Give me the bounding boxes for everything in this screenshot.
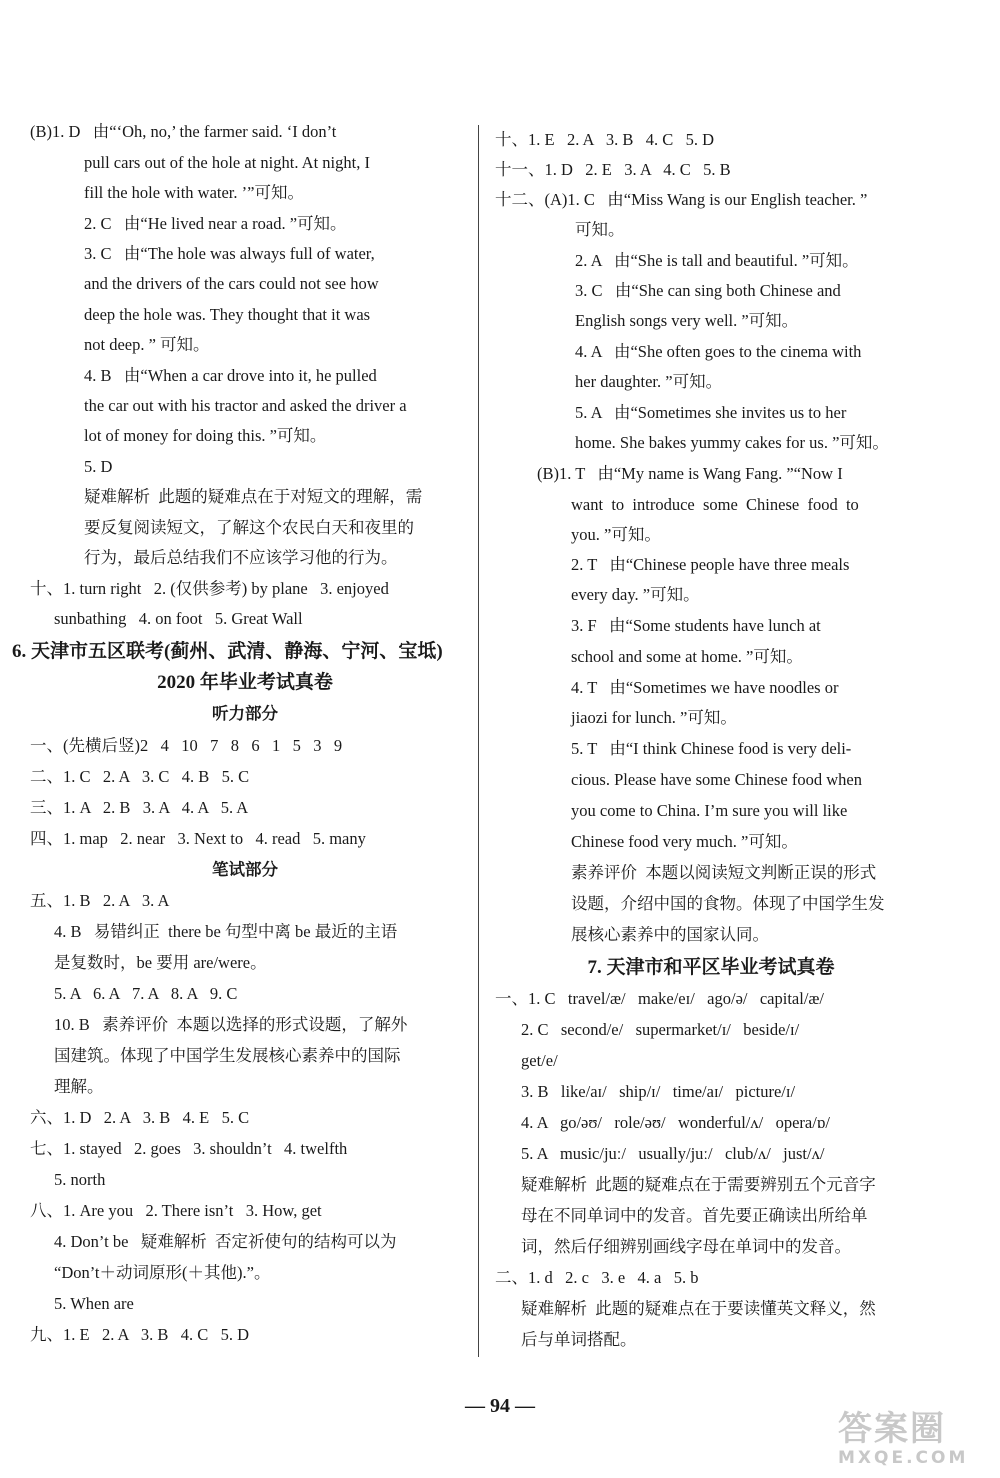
answer-line: want to introduce some Chinese food to [571, 495, 859, 514]
answer-line: 听力部分 [212, 704, 278, 723]
answer-line: 一、(先横后竖)2 4 10 7 8 6 1 5 3 9 [30, 736, 343, 755]
answer-line: and the drivers of the cars could not see how [84, 274, 379, 293]
answer-line: 是复数时，be 要用 are/were。 [54, 953, 267, 972]
watermark-top: 答案圈 [838, 1409, 946, 1449]
answer-line: 一、1. C travel/æ/ make/eɪ/ ago/ə/ capital/æ/ [495, 989, 825, 1008]
answer-line: “Don’t＋动词原形(＋其他).”。 [54, 1263, 271, 1282]
answer-line: 疑难解析 此题的疑难点在于要读懂英文释义，然 [521, 1299, 876, 1318]
answer-line: 5. north [54, 1170, 106, 1189]
answer-line: 后与单词搭配。 [521, 1330, 637, 1349]
answer-line: 十一、1. D 2. E 3. A 4. C 5. B [495, 160, 731, 179]
answer-line: Chinese food very much. ”可知。 [571, 832, 798, 851]
answer-line: 可知。 [575, 220, 625, 239]
answer-line: 2. C second/e/ supermarket/ɪ/ beside/ɪ/ [521, 1020, 800, 1039]
answer-line: (B)1. T 由“My name is Wang Fang. ”“Now I [537, 464, 843, 483]
answer-line: 4. T 由“Sometimes we have noodles or [571, 678, 839, 697]
answer-line: 5. D [84, 457, 113, 476]
answer-line: 2. C 由“He lived near a road. ”可知。 [84, 214, 347, 233]
answer-line: jiaozi for lunch. ”可知。 [571, 708, 737, 727]
answer-line: 5. When are [54, 1294, 134, 1313]
answer-line: 十、1. turn right 2. (仅供参考) by plane 3. enjoyed [30, 579, 389, 598]
answer-line: 七、1. stayed 2. goes 3. shouldn’t 4. twelfth [30, 1139, 348, 1158]
answer-line: home. She bakes yummy cakes for us. ”可知。 [575, 433, 889, 452]
answer-line: 八、1. Are you 2. There isn’t 3. How, get [30, 1201, 322, 1220]
page-number: — 94 — [465, 1395, 535, 1417]
answer-line: 疑难解析 此题的疑难点在于需要辨别五个元音字 [521, 1175, 876, 1194]
answer-line: 4. Don’t be 疑难解析 否定祈使句的结构可以为 [54, 1232, 397, 1251]
answer-line: you come to China. I’m sure you will like [571, 801, 848, 820]
answer-line: 词，然后仔细辨别画线字母在单词中的发音。 [521, 1237, 851, 1256]
answer-line: every day. ”可知。 [571, 585, 700, 604]
answer-line: school and some at home. ”可知。 [571, 647, 803, 666]
answer-line: 十二、(A)1. C 由“Miss Wang is our English teacher. ” [495, 190, 868, 209]
answer-line: 6. 天津市五区联考(蓟州、武清、静海、宁河、宝坻) [12, 641, 443, 662]
answer-line: 六、1. D 2. A 3. B 4. E 5. C [30, 1108, 250, 1127]
answer-line: not deep. ” 可知。 [84, 335, 210, 354]
answer-line: 3. F 由“Some students have lunch at [571, 616, 821, 635]
answer-line: 10. B 素养评价 本题以选择的形式设题，了解外 [54, 1015, 408, 1034]
answer-line: 二、1. C 2. A 3. C 4. B 5. C [30, 767, 250, 786]
answer-line: sunbathing 4. on foot 5. Great Wall [54, 609, 303, 628]
answer-line: 4. A go/əʊ/ role/əʊ/ wonderful/ʌ/ opera/ɒ/ [521, 1113, 831, 1132]
answer-line: fill the hole with water. ’”可知。 [84, 183, 304, 202]
answer-line: 理解。 [54, 1077, 104, 1096]
answer-line: 行为，最后总结我们不应该学习他的行为。 [84, 548, 398, 567]
answer-line: 五、1. B 2. A 3. A [30, 891, 170, 910]
answer-line: 2. T 由“Chinese people have three meals [571, 555, 850, 574]
answer-line: (B)1. D 由“‘Oh, no,’ the farmer said. ‘I don’t [30, 122, 337, 141]
answer-line: 4. B 易错纠正 there be 句型中离 be 最近的主语 [54, 922, 398, 941]
watermark-bottom: MXQE.COM [838, 1448, 969, 1468]
answer-line: 九、1. E 2. A 3. B 4. C 5. D [30, 1325, 250, 1344]
answer-line: 3. C 由“The hole was always full of water, [84, 244, 375, 263]
answer-line: 要反复阅读短文，了解这个农民白天和夜里的 [84, 518, 414, 537]
answer-line: her daughter. ”可知。 [575, 372, 723, 391]
answer-line: 素养评价 本题以阅读短文判断正误的形式 [571, 863, 877, 882]
answer-line: 二、1. d 2. c 3. e 4. a 5. b [495, 1268, 699, 1287]
answer-line: 国建筑。体现了中国学生发展核心素养中的国际 [54, 1046, 401, 1065]
answer-line: deep the hole was. They thought that it was [84, 305, 371, 324]
answer-line: English songs very well. ”可知。 [575, 311, 799, 330]
answer-line: 笔试部分 [212, 860, 278, 879]
answer-line: 5. T 由“I think Chinese food is very deli- [571, 739, 852, 758]
answer-line: 2020 年毕业考试真卷 [157, 672, 333, 693]
answer-line: pull cars out of the hole at night. At night, I [84, 153, 370, 172]
answer-line: 7. 天津市和平区毕业考试真卷 [587, 957, 835, 978]
answer-line: 3. C 由“She can sing both Chinese and [575, 281, 841, 300]
answer-line: you. ”可知。 [571, 525, 661, 544]
answer-line: 母在不同单词中的发音。首先要正确读出所给单 [521, 1206, 868, 1225]
answer-line: 设题，介绍中国的食物。体现了中国学生发 [571, 894, 885, 913]
answer-line: 2. A 由“She is tall and beautiful. ”可知。 [575, 251, 859, 270]
answer-line: cious. Please have some Chinese food when [571, 770, 862, 789]
answer-line: 5. A music/juː/ usually/juː/ club/ʌ/ just/ʌ/ [521, 1144, 825, 1163]
column-divider [478, 125, 479, 1357]
answer-line: 三、1. A 2. B 3. A 4. A 5. A [30, 798, 249, 817]
answer-line: lot of money for doing this. ”可知。 [84, 426, 327, 445]
answer-line: 展核心素养中的国家认同。 [571, 925, 769, 944]
answer-line: 3. B like/aɪ/ ship/ɪ/ time/aɪ/ picture/ɪ/ [521, 1082, 796, 1101]
answer-line: 4. A 由“She often goes to the cinema with [575, 342, 862, 361]
answer-line: get/e/ [521, 1051, 558, 1070]
answer-line: 四、1. map 2. near 3. Next to 4. read 5. many [30, 829, 366, 848]
answer-line: 4. B 由“When a car drove into it, he pulled [84, 366, 377, 385]
answer-line: the car out with his tractor and asked the driver a [84, 396, 407, 415]
answer-line: 5. A 由“Sometimes she invites us to her [575, 403, 847, 422]
watermark-logo [838, 1410, 988, 1472]
answer-line: 疑难解析 此题的疑难点在于对短文的理解，需 [84, 487, 423, 506]
answer-line: 十、1. E 2. A 3. B 4. C 5. D [495, 130, 715, 149]
answer-line: 5. A 6. A 7. A 8. A 9. C [54, 984, 238, 1003]
